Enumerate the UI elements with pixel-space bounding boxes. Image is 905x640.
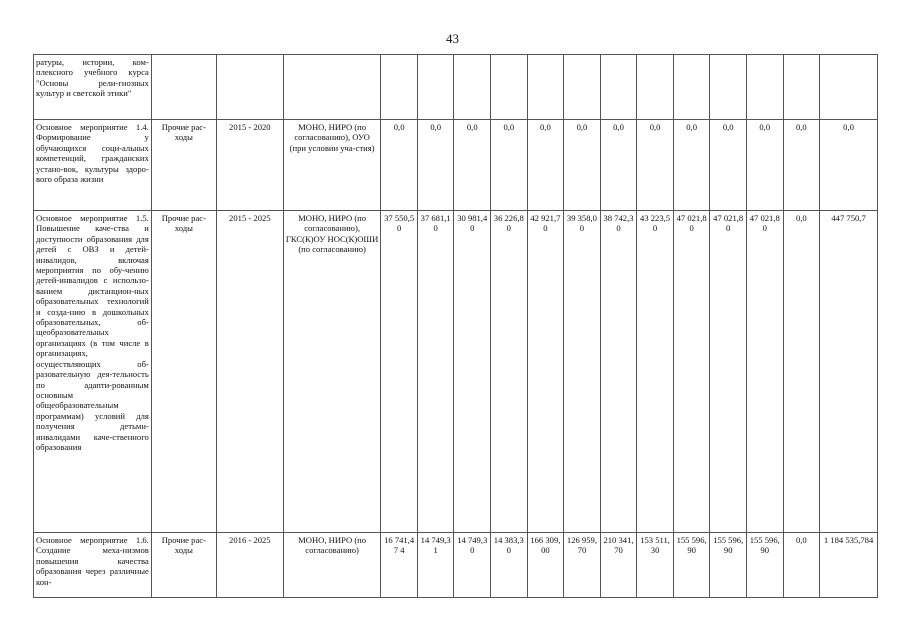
amount-cell: 0,0 (637, 120, 674, 211)
amount-cell (417, 55, 454, 120)
period-cell: 2015 - 2025 (216, 211, 283, 533)
amount-cell: 0,0 (454, 120, 491, 211)
table-row (34, 533, 878, 598)
executor-cell: МОНО, НИРО (по согласованию), ГКС(К)ОУ НОС(К)ОШИ (по согласованию) (283, 211, 381, 533)
amount-cell: 153 511,30 (637, 533, 674, 598)
amount-cell: 210 341,70 (600, 533, 637, 598)
amount-cell: 155 596,90 (710, 533, 747, 598)
expense-type-cell: Прочие рас-ходы (151, 120, 216, 211)
expense-type-cell: Прочие рас-ходы (151, 211, 216, 533)
amount-cell (673, 55, 710, 120)
amount-cell: 37 550,50 (381, 211, 418, 533)
amount-cell (710, 55, 747, 120)
measure-name-cell: Основное мероприятие 1.4. Формирование у обучающихся соци-альных компетенций, гражданских устано-вок, культуры здоро-вого образа жизни (34, 120, 152, 211)
expense-type-cell (151, 55, 216, 120)
amount-cell: 30 981,40 (454, 211, 491, 533)
executor-cell (283, 55, 381, 120)
amount-cell (454, 55, 491, 120)
period-cell (216, 55, 283, 120)
executor-cell: МОНО, НИРО (по согласованию) (283, 533, 381, 598)
amount-cell (746, 55, 783, 120)
table-row (34, 120, 878, 211)
period-cell: 2015 - 2020 (216, 120, 283, 211)
amount-cell: 0,0 (564, 120, 601, 211)
amount-cell: 0,0 (527, 120, 564, 211)
amount-cell: 0,0 (820, 120, 878, 211)
amount-cell: 0,0 (746, 120, 783, 211)
amount-cell: 14 383,30 (491, 533, 528, 598)
amount-cell: 166 309,00 (527, 533, 564, 598)
page-number: 43 (446, 31, 459, 46)
amount-cell: 0,0 (783, 120, 820, 211)
amount-cell: 0,0 (600, 120, 637, 211)
amount-cell: 0,0 (783, 211, 820, 533)
amount-cell (564, 55, 601, 120)
executor-cell: МОНО, НИРО (по согласованию), ОУО (при условии уча-стия) (283, 120, 381, 211)
amount-cell: 155 596,90 (673, 533, 710, 598)
amount-cell: 155 596,90 (746, 533, 783, 598)
amount-cell (527, 55, 564, 120)
amount-cell (637, 55, 674, 120)
amount-cell: 14 749,30 (454, 533, 491, 598)
expense-type-cell: Прочие рас-ходы (151, 533, 216, 598)
amount-cell: 447 750,7 (820, 211, 878, 533)
amount-cell: 39 358,00 (564, 211, 601, 533)
amount-cell: 0,0 (673, 120, 710, 211)
amount-cell (783, 55, 820, 120)
amount-cell: 0,0 (381, 120, 418, 211)
amount-cell: 0,0 (710, 120, 747, 211)
amount-cell (381, 55, 418, 120)
measure-name-cell: Основное мероприятие 1.6. Создание меха-низмов повышения качества образования через различные кон- (34, 533, 152, 598)
amount-cell: 37 681,10 (417, 211, 454, 533)
amount-cell: 16 741,47 4 (381, 533, 418, 598)
amount-cell: 47 021,80 (746, 211, 783, 533)
amount-cell: 126 959,70 (564, 533, 601, 598)
table-row (34, 55, 878, 120)
amount-cell: 0,0 (491, 120, 528, 211)
amount-cell: 0,0 (783, 533, 820, 598)
amount-cell: 47 021,80 (710, 211, 747, 533)
amount-cell (820, 55, 878, 120)
table-row (34, 211, 878, 533)
amount-cell: 47 021,80 (673, 211, 710, 533)
period-cell: 2016 - 2025 (216, 533, 283, 598)
amount-cell: 1 184 535,784 (820, 533, 878, 598)
amount-cell: 14 749,31 (417, 533, 454, 598)
measures-table (33, 54, 878, 598)
amount-cell: 38 742,30 (600, 211, 637, 533)
amount-cell (491, 55, 528, 120)
measure-name-cell: Основное мероприятие 1.5. Повышение каче-ства и доступности образования для детей с ОВЗ и детей-инвалидов, включая мероприятия по обу-чению детей-инвалидов с использо-ванием дистанцион-ных образовательных технологий и созда-нию в дошкольных образовательных, об-щеобразовательных организациях (в том числе в организациях, осуществляющих об-разовательную дея-тельность по адапти-рованным основным общеобразовательным программам) условий для получения детьми-инвалидами каче-ственного образования (34, 211, 152, 533)
measure-name-cell: ратуры, истории, ком-плексного учебного курса "Основы рели-гиозных культур и светской этики" (34, 55, 152, 120)
amount-cell: 0,0 (417, 120, 454, 211)
amount-cell: 36 226,80 (491, 211, 528, 533)
amount-cell: 42 921,70 (527, 211, 564, 533)
amount-cell: 43 223,50 (637, 211, 674, 533)
amount-cell (600, 55, 637, 120)
